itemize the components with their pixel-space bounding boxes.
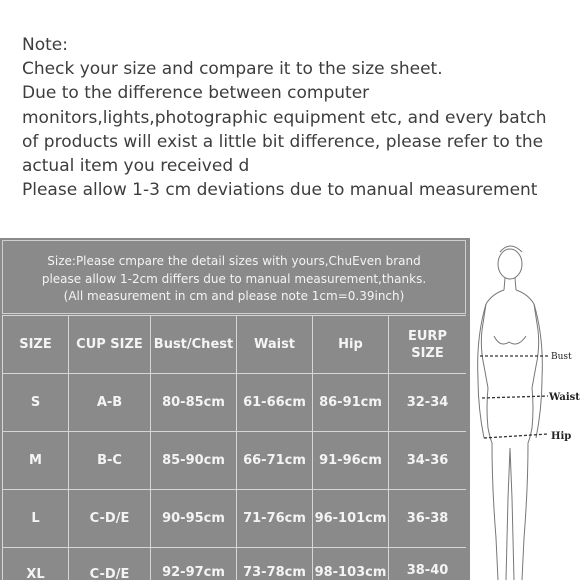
bust-outline — [494, 336, 526, 344]
cell-waist: 61-66cm — [236, 373, 312, 431]
cell-cup: A-B — [68, 373, 150, 431]
hip-measure-line — [484, 434, 548, 438]
bust-label: Bust — [551, 352, 572, 362]
header-cell-cup: CUP SIZE — [68, 315, 150, 373]
note-line: Check your size and compare it to the size sheet. — [22, 59, 443, 80]
table-header-row — [2, 315, 466, 373]
cell-size: M — [2, 431, 68, 489]
cell-eurp: 34-36 — [388, 431, 466, 489]
cell-size: L — [2, 489, 68, 547]
size-table — [0, 238, 468, 580]
body-outline-svg — [470, 238, 580, 580]
intro-line: please allow 1-2cm differs due to manual measurement,thanks. — [41, 271, 427, 286]
intro-line: (All measurement in cm and please note 1cm=0.39inch) — [63, 289, 405, 303]
size-chart-image — [0, 238, 580, 580]
note-line: monitors,lights,photographic equipment etc, and every batch — [22, 107, 547, 128]
note-line: of products will exist a little bit difference, please refer to the — [22, 131, 544, 152]
note-line: Please allow 1-3 cm deviations due to manual measurement — [22, 180, 538, 201]
header-cell-waist: Waist — [236, 315, 312, 373]
table-row — [2, 547, 466, 580]
note-line: Due to the difference between computer — [22, 83, 370, 104]
waist-measure-line — [482, 396, 548, 398]
cell-cup: C-D/E — [68, 489, 150, 547]
header-cell-size: SIZE — [2, 315, 68, 373]
cell-hip: 91-96cm — [312, 431, 388, 489]
waist-label: Waist — [549, 392, 580, 403]
header-cell-bust: Bust/Chest — [150, 315, 236, 373]
cell-cup: B-C — [68, 431, 150, 489]
hip-label: Hip — [551, 431, 572, 442]
table-row — [2, 373, 466, 431]
cell-size: S — [2, 373, 68, 431]
cell-cup: C-D/E — [68, 547, 150, 580]
size-table-intro — [2, 240, 466, 314]
header-cell-eurp: EURP SIZE — [388, 315, 466, 373]
table-row — [2, 489, 466, 547]
table-row — [2, 431, 466, 489]
torso-outline — [481, 290, 538, 388]
intro-line: Size:Please cmpare the detail sizes with yours,ChuEven brand — [47, 254, 421, 268]
cell-waist: 66-71cm — [236, 431, 312, 489]
cell-hip: 96-101cm — [312, 489, 388, 547]
header-cell-hip: Hip — [312, 315, 388, 373]
cell-hip: 98-103cm — [312, 547, 388, 580]
note-line: actual item you received d — [22, 156, 250, 177]
cell-bust: 85-90cm — [150, 431, 236, 489]
neck-outline — [504, 278, 516, 290]
cell-bust: 90-95cm — [150, 489, 236, 547]
head-outline — [498, 249, 522, 279]
cell-waist: 73-78cm — [236, 547, 312, 580]
cell-eurp: 38-40 — [388, 547, 466, 580]
cell-waist: 71-76cm — [236, 489, 312, 547]
note-line: Note: — [22, 35, 68, 55]
cell-hip: 86-91cm — [312, 373, 388, 431]
note-text — [22, 33, 567, 202]
cell-bust: 92-97cm — [150, 547, 236, 580]
legs-outline — [492, 443, 528, 580]
cell-eurp: 36-38 — [388, 489, 466, 547]
cell-size: XL — [2, 547, 68, 580]
cell-eurp: 32-34 — [388, 373, 466, 431]
body-measurement-figure — [470, 238, 580, 580]
cell-bust: 80-85cm — [150, 373, 236, 431]
